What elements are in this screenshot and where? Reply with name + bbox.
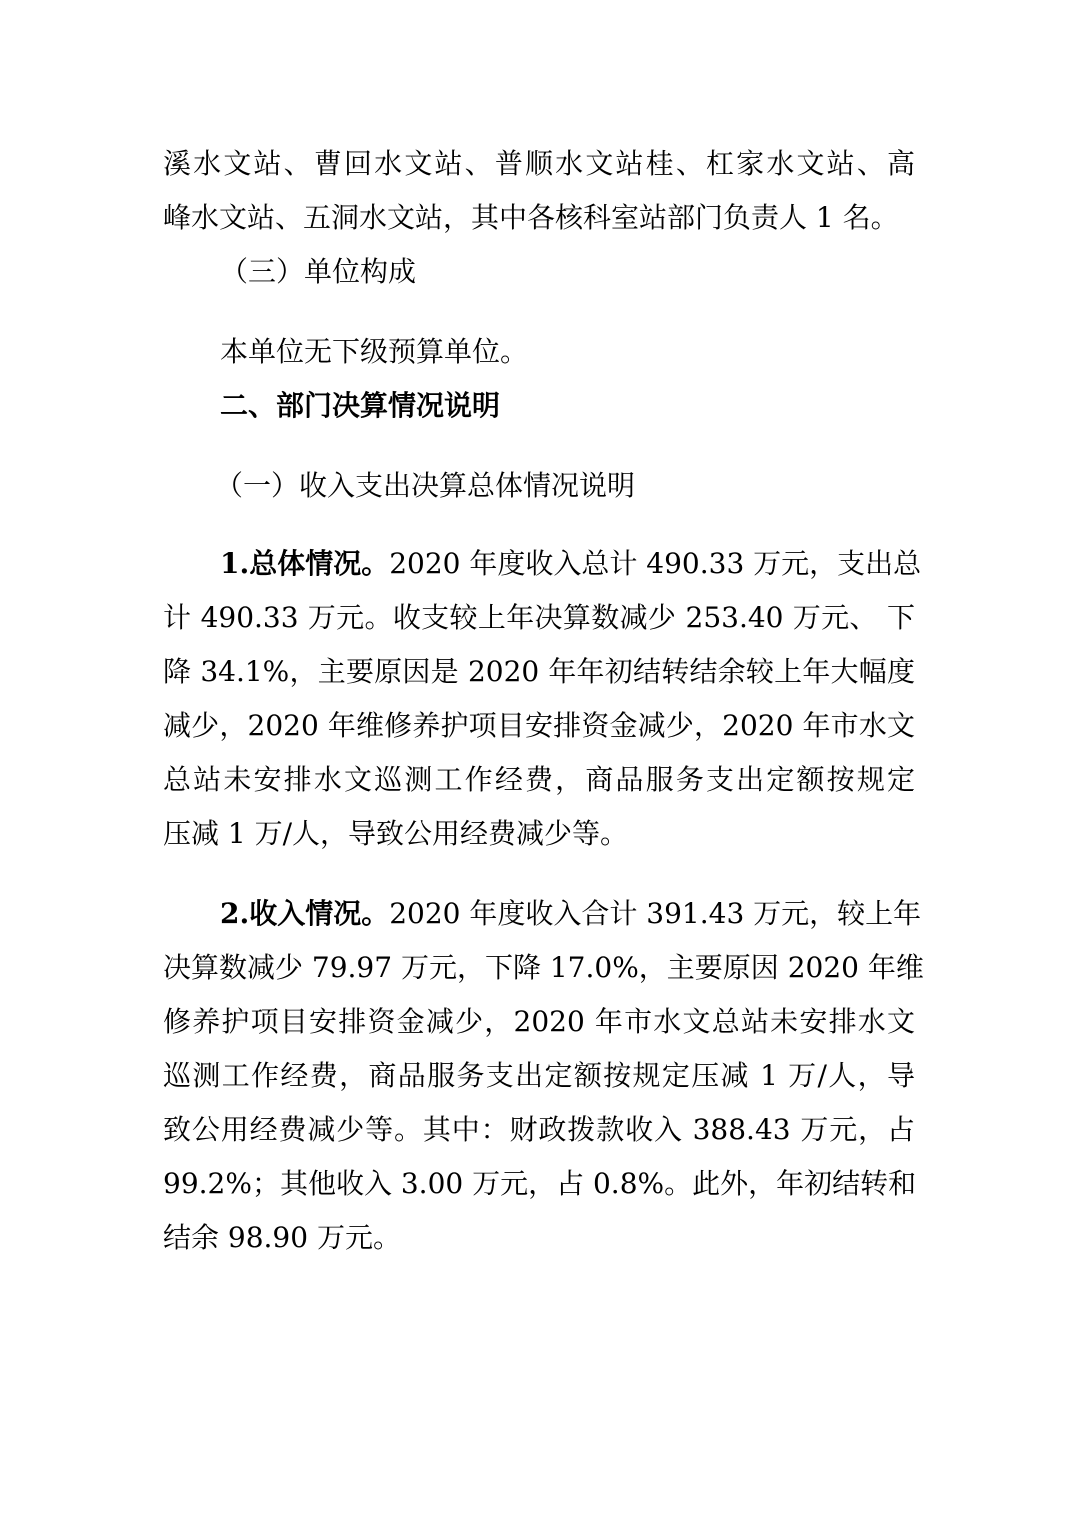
income-line-2: 决算数减少 79.97 万元，下降 17.0%，主要原因 2020 年维: [163, 951, 924, 984]
income-paragraph-line-1: [220, 894, 922, 934]
intro-line-2: 峰水文站、五洞水文站，其中各核科室站部门负责人 1 名。: [163, 201, 899, 234]
unit-composition-heading: （三）单位构成: [220, 255, 417, 288]
income-line-4: 巡测工作经费，商品服务支出定额按规定压减 1 万/人，导: [163, 1059, 915, 1092]
income-line-3: 修养护项目安排资金减少，2020 年市水文总站未安排水文: [163, 1005, 915, 1038]
overall-line-1-text: 2020 年度收入总计 490.33 万元，支出总: [389, 547, 922, 580]
income-line-6: 99.2%；其他收入 3.00 万元，占 0.8%。此外，年初结转和: [163, 1167, 917, 1200]
overall-line-6: 压减 1 万/人，导致公用经费减少等。: [163, 817, 629, 850]
overall-paragraph-line-1: [220, 544, 922, 584]
overall-line-3: 降 34.1%，主要原因是 2020 年年初结转结余较上年大幅度: [163, 655, 915, 688]
overall-line-5: 总站未安排水文巡测工作经费，商品服务支出定额按规定: [163, 763, 915, 796]
overall-line-2: 计 490.33 万元。收支较上年决算数减少 253.40 万元、 下: [163, 601, 915, 634]
income-line-5: 致公用经费减少等。其中：财政拨款收入 388.43 万元，占: [163, 1113, 915, 1146]
income-lead: 2.收入情况。: [220, 897, 390, 930]
section-2-heading: 二、部门决算情况说明: [220, 389, 501, 422]
income-line-7: 结余 98.90 万元。: [163, 1221, 401, 1254]
overall-lead: 1.总体情况。: [220, 547, 390, 580]
section-2-subheading: （一）收入支出决算总体情况说明: [215, 469, 636, 502]
intro-line-1: 溪水文站、曹回水文站、普顺水文站桂、杠家水文站、高: [163, 147, 915, 180]
income-line-1-text: 2020 年度收入合计 391.43 万元，较上年: [389, 897, 922, 930]
unit-composition-body: 本单位无下级预算单位。: [220, 335, 529, 368]
overall-line-4: 减少，2020 年维修养护项目安排资金减少，2020 年市水文: [163, 709, 915, 742]
